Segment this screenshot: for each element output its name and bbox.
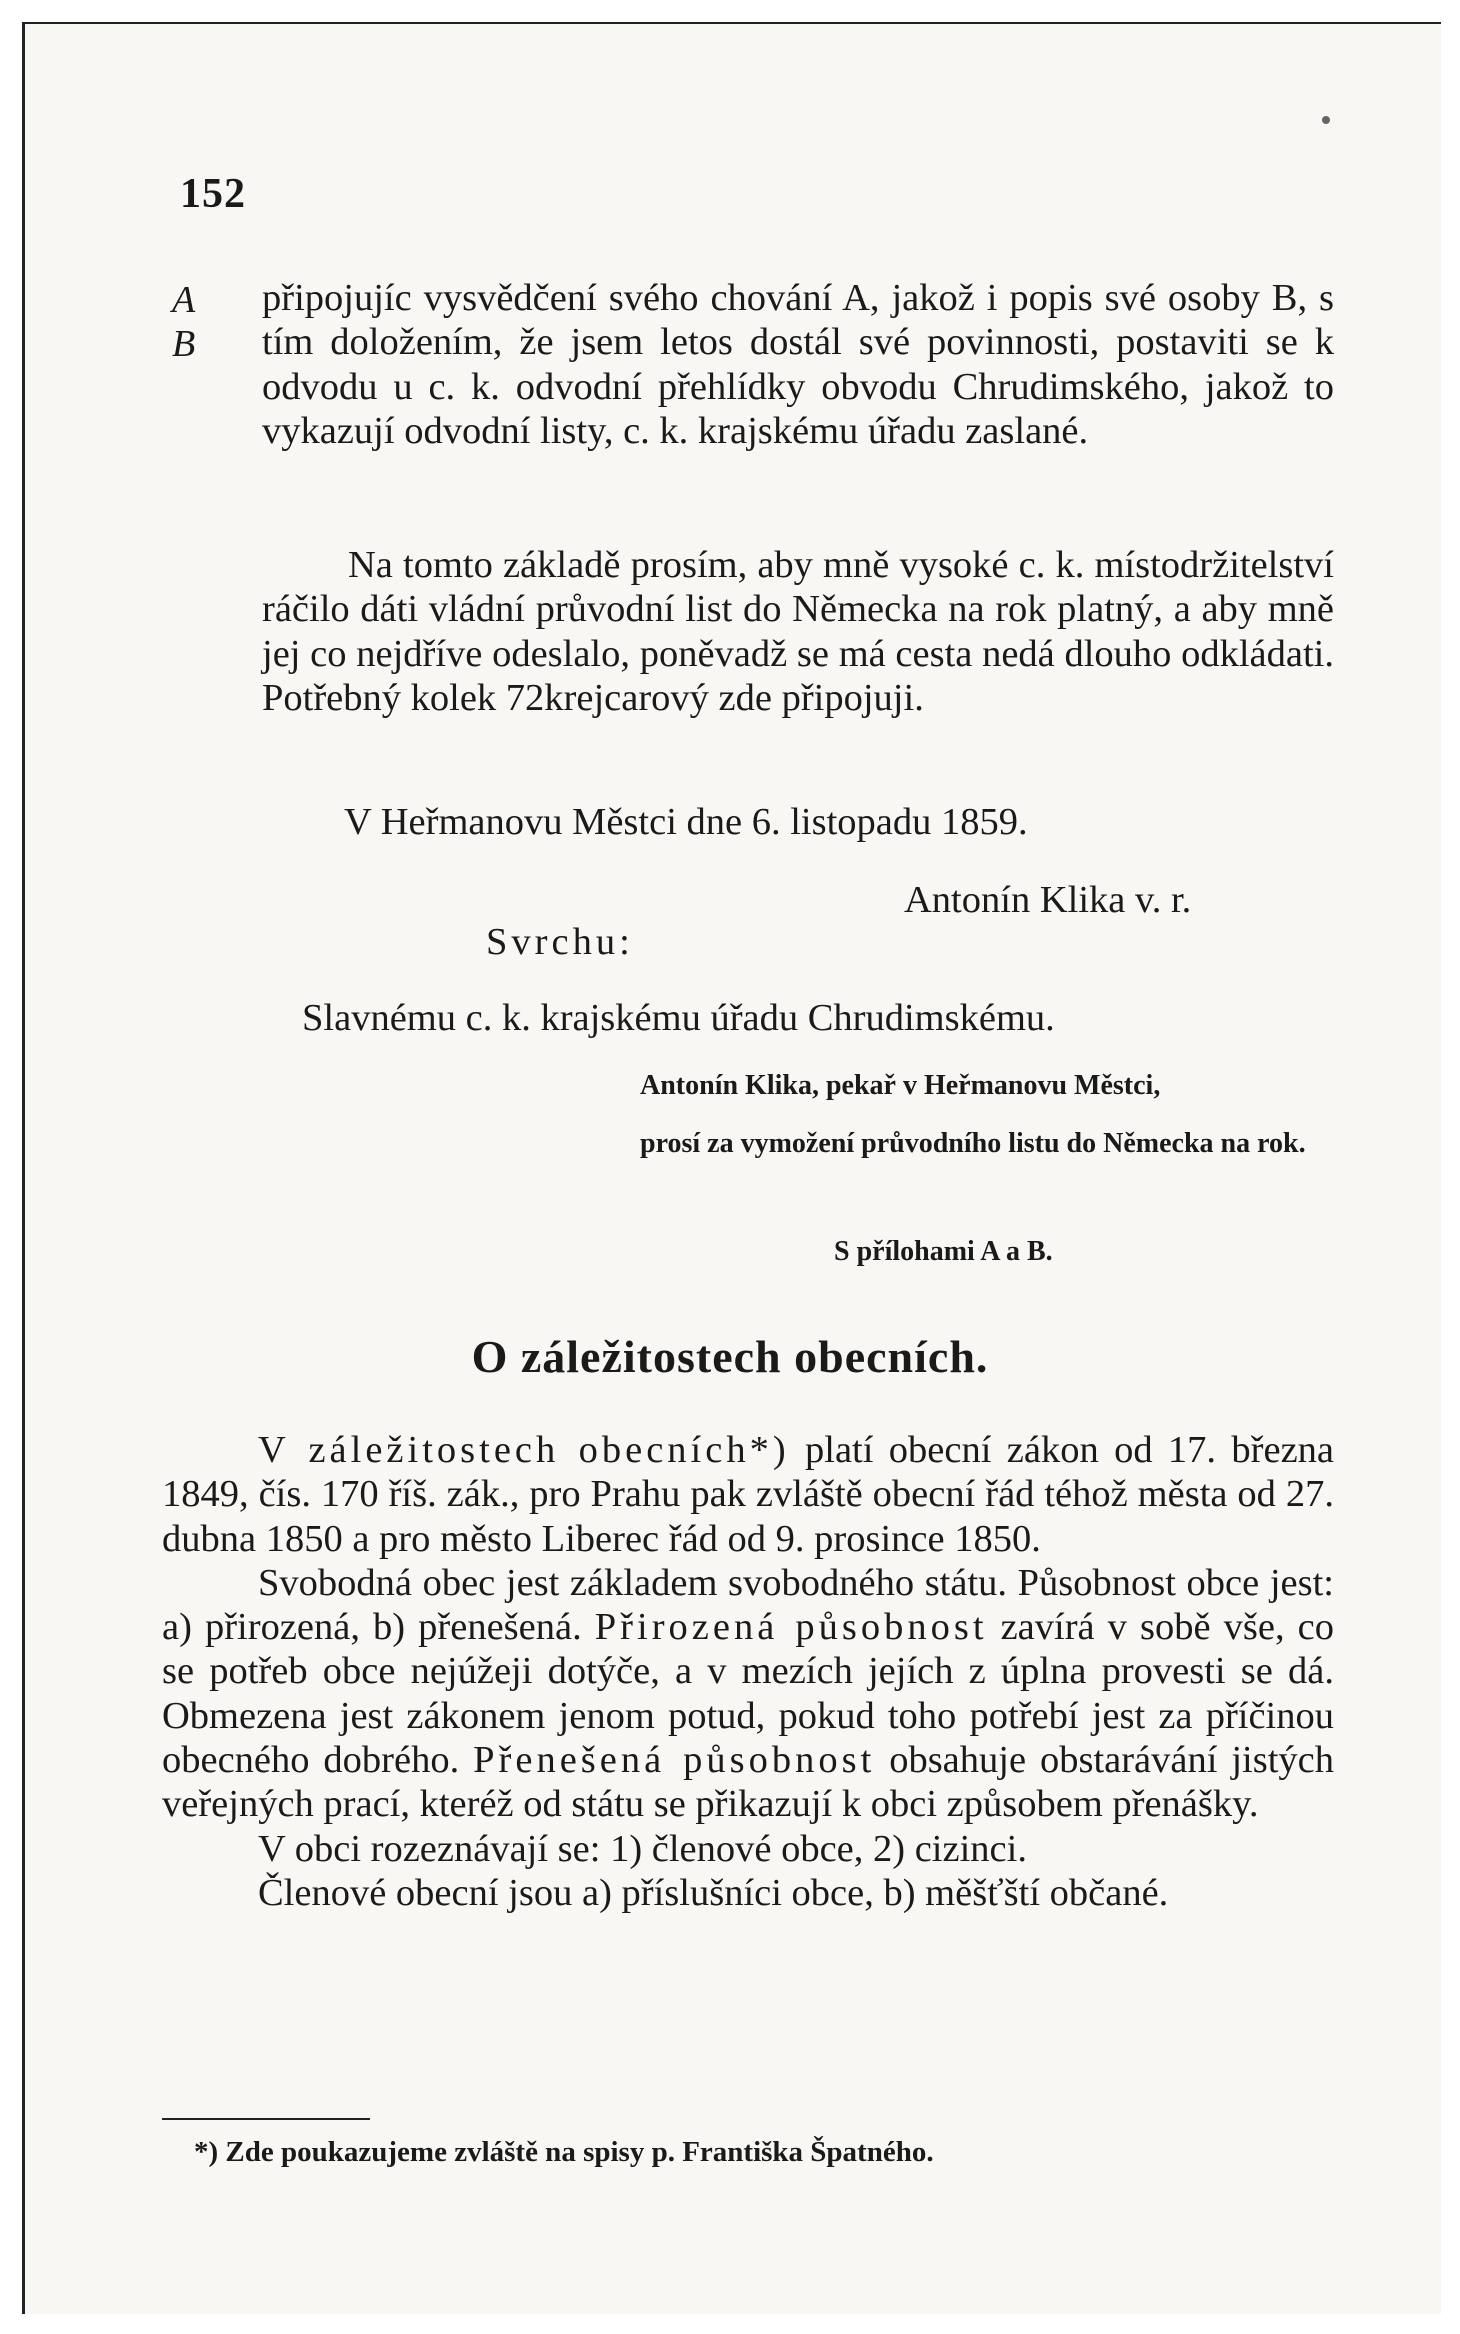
letter-paragraph-2: Na tomto základě prosím, aby mně vysoké c. k. místodržitelství ráčilo dáti vládní průvodní list do Německa na rok platný, a aby mně jej co nejdříve odeslalo, poněvadž se má cesta nedá dlouho odkládati. Potřebný kolek 72krejcarový zde připojuji. — [262, 544, 1334, 719]
footnote: *) Zde poukazujeme zvláště na spisy p. Františka Špatného. — [194, 2136, 934, 2168]
margin-note-b: B — [172, 323, 196, 365]
section-paragraph-4: Členové obecní jsou a) příslušníci obce, b) měšťští občané. — [258, 1871, 1169, 1914]
date-line: V Heřmanovu Městci dne 6. listopadu 1859. — [344, 801, 1028, 843]
attachments-line: S přílohami A a B. — [834, 1236, 1053, 1267]
margin-note-a: A — [172, 279, 196, 321]
section-p2-part-b: zavírá v sobě vše, co se potřeb obce nejúžeji dotýče, a v mezích jejích z úplna provesti se dá. Obmezena jest zákonem jenom potud, pokud toho potřebí jest za příčinou obecného dobrého. — [162, 1606, 1334, 1782]
section-p1-text: platí obecní zákon od 17. března 1849, čís. 170 říš. zák., pro Prahu pak zvláště obecní řád téhož města od 27. dubna 1850 a pro město Liberec řád od 9. prosince 1850. — [162, 1429, 1334, 1560]
section-paragraph-3: V obci rozeznávají se: 1) členové obce, 2) cizinci. — [258, 1827, 1027, 1870]
section-p2-part-a: Svobodná obec jest základem svobodného státu. Působnost obce jest: a) přirozená, b) přenešená. — [162, 1561, 1334, 1649]
request-text: prosí za vymožení průvodního listu do Německa na rok. — [640, 1128, 1306, 1159]
letter-paragraph-1: připojujíc vysvědčení svého chování A, jakož i popis své osoby B, s tím doložením, že jsem letos dostál své povinnosti, postaviti se k odvodu u c. k. odvodní přehlídky obvodu Chrudimského, jakož to vykazují odvodní listy, c. k. krajskému úřadu zaslané. — [262, 277, 1334, 452]
term-prenesena-pusobnost: Přenešená působnost — [473, 1739, 876, 1782]
footnote-divider — [162, 2118, 370, 2120]
addressee: Slavnému c. k. krajskému úřadu Chrudimskému. — [302, 997, 1055, 1039]
section-heading: O záležitostech obecních. — [471, 1331, 989, 1382]
section-p2-part-c: obsahuje obstarávání jistých veřejných prací, kteréž od státu se přikazují k obci způsobem přenášky. — [162, 1739, 1334, 1826]
term-prirozena-pusobnost: Přirozená působnost — [594, 1606, 988, 1649]
signature: Antonín Klika v. r. — [904, 879, 1192, 921]
page-number: 152 — [180, 171, 246, 217]
section-body — [162, 1428, 1334, 1915]
svrchu-label: Svrchu: — [486, 921, 634, 963]
section-paragraph-1 — [162, 1428, 1334, 1561]
petitioner-line: Antonín Klika, pekař v Heřmanovu Městci, — [640, 1070, 1161, 1101]
section-lead-spaced: V záležitostech obecních*) — [258, 1429, 790, 1471]
scan-speck — [1322, 116, 1330, 124]
section-paragraph-2 — [162, 1561, 1334, 1827]
margin-notes — [172, 278, 195, 366]
